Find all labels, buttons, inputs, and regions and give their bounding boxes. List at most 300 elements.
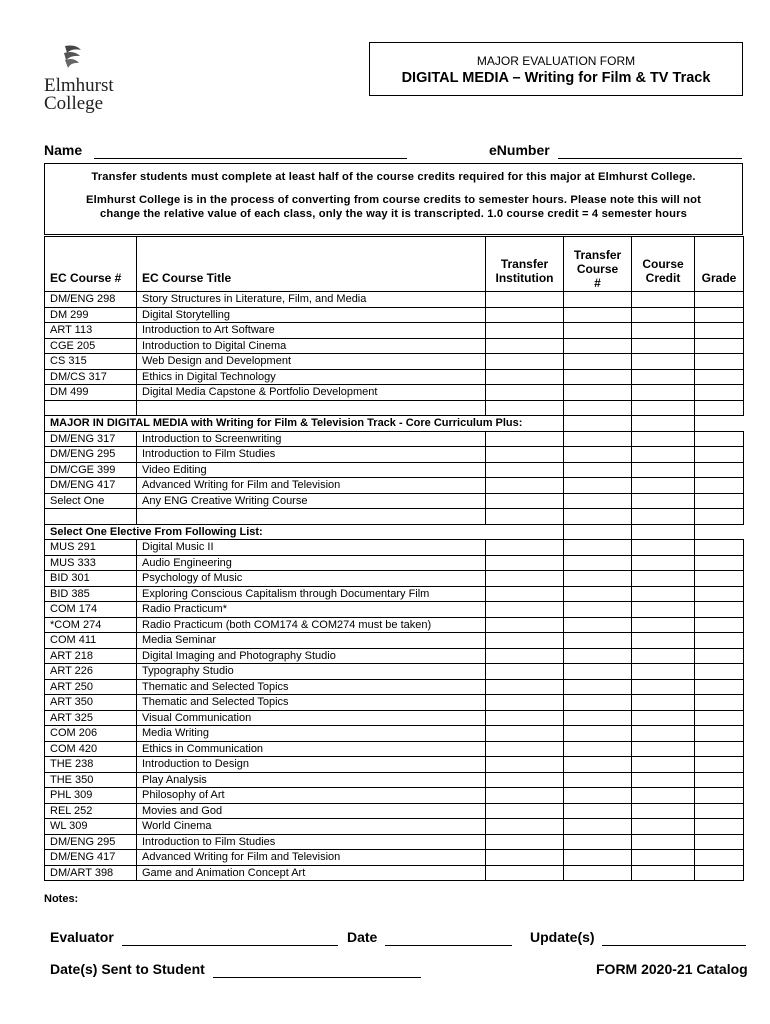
course-title: Story Structures in Literature, Film, and Media [137,292,486,308]
course-credit-cell[interactable] [632,865,695,881]
table-row [45,819,744,835]
course-credit-cell[interactable] [632,803,695,819]
table-row [45,602,744,618]
table-row [45,292,744,308]
course-title: Introduction to Digital Cinema [137,338,486,354]
course-credit-cell[interactable] [632,292,695,308]
grade-cell[interactable] [695,772,744,788]
course-credit-cell[interactable] [632,478,695,494]
transfer-course-cell[interactable] [564,850,632,866]
header-transfer-course-2: Course [576,262,619,276]
transfer-course-cell[interactable] [564,354,632,370]
transfer-notice [44,163,743,235]
course-title: Game and Animation Concept Art [137,865,486,881]
course-title: Introduction to Screenwriting [137,431,486,447]
date-field[interactable] [347,929,512,946]
transfer-course-cell[interactable] [564,524,632,540]
course-number: WL 309 [45,819,137,835]
transfer-institution-cell[interactable] [486,834,564,850]
table-row [45,664,744,680]
course-title: Philosophy of Art [137,788,486,804]
form-subtitle: MAJOR EVALUATION FORM [476,54,636,68]
transfer-course-cell[interactable] [564,493,632,509]
course-title: Play Analysis [137,772,486,788]
table-row [45,354,744,370]
grade-cell[interactable] [695,478,744,494]
course-title: Web Design and Development [137,354,486,370]
transfer-course-cell[interactable] [564,385,632,401]
transfer-institution-cell[interactable] [486,726,564,742]
grade-cell[interactable] [695,788,744,804]
header-transfer-course [564,237,632,292]
table-row [45,617,744,633]
course-credit-cell[interactable] [632,385,695,401]
course-credit-cell[interactable] [632,586,695,602]
course-title: Media Writing [137,726,486,742]
table-row [45,648,744,664]
course-title: Movies and God [137,803,486,819]
transfer-institution-cell[interactable] [486,648,564,664]
table-row [45,757,744,773]
header-course-title: EC Course Title [137,237,486,292]
transfer-institution-cell[interactable] [486,540,564,556]
course-credit-cell[interactable] [632,354,695,370]
transfer-institution-cell[interactable] [486,757,564,773]
sent-to-student-line[interactable] [213,961,421,978]
name-line[interactable] [94,142,407,159]
transfer-course-cell[interactable] [564,338,632,354]
transfer-institution-cell[interactable] [486,865,564,881]
grade-cell[interactable] [695,648,744,664]
transfer-course-cell[interactable] [564,757,632,773]
transfer-course-cell[interactable] [564,369,632,385]
table-row [45,695,744,711]
transfer-institution-cell[interactable] [486,679,564,695]
course-number: ART 226 [45,664,137,680]
course-title: Media Seminar [137,633,486,649]
course-number: COM 174 [45,602,137,618]
course-title: Introduction to Film Studies [137,447,486,463]
transfer-institution-cell[interactable] [486,710,564,726]
grade-cell[interactable] [695,803,744,819]
table-row [45,772,744,788]
grade-cell[interactable] [695,571,744,587]
course-credit-cell[interactable] [632,400,695,416]
grade-cell[interactable] [695,555,744,571]
table-row [45,478,744,494]
table-header-row [45,237,744,292]
college-emblem-icon [62,44,84,70]
track-section-heading-label: MAJOR IN DIGITAL MEDIA with Writing for Film & Television Track - Core Curriculum Plus: [45,416,486,432]
grade-cell[interactable] [695,431,744,447]
transfer-institution-cell[interactable] [486,462,564,478]
notice-line-1: Transfer students must complete at least half of the course credits required for this major at Elmhurst College. [91,171,696,183]
course-number: CS 315 [45,354,137,370]
transfer-course-cell[interactable] [564,633,632,649]
transfer-course-cell[interactable] [564,617,632,633]
table-row [45,555,744,571]
header-transfer-institution-1: Transfer [500,257,549,271]
transfer-institution-cell[interactable] [486,478,564,494]
course-credit-cell[interactable] [632,571,695,587]
table-row [45,493,744,509]
transfer-course-cell[interactable] [564,664,632,680]
transfer-course-cell[interactable] [564,540,632,556]
course-credit-cell[interactable] [632,788,695,804]
course-number: THE 350 [45,772,137,788]
transfer-course-cell[interactable] [564,586,632,602]
table-row [45,803,744,819]
grade-cell[interactable] [695,400,744,416]
transfer-course-cell[interactable] [564,555,632,571]
transfer-institution-cell[interactable] [486,292,564,308]
transfer-institution-cell[interactable] [486,617,564,633]
transfer-institution-cell[interactable] [486,509,564,525]
updates-line[interactable] [602,929,746,946]
table-row [45,586,744,602]
grade-cell[interactable] [695,710,744,726]
course-title: Radio Practicum (both COM174 & COM274 must be taken) [137,617,486,633]
transfer-course-cell[interactable] [564,741,632,757]
course-credit-cell[interactable] [632,323,695,339]
grade-cell[interactable] [695,447,744,463]
sent-to-student-label: Date(s) Sent to Student [50,961,205,977]
enumber-line[interactable] [558,142,742,159]
course-title: Thematic and Selected Topics [137,679,486,695]
course-number: MUS 291 [45,540,137,556]
grade-cell[interactable] [695,462,744,478]
course-title: Introduction to Design [137,757,486,773]
course-credit-cell[interactable] [632,524,695,540]
course-title: Typography Studio [137,664,486,680]
course-credit-cell[interactable] [632,710,695,726]
grade-cell[interactable] [695,819,744,835]
course-title: Ethics in Communication [137,741,486,757]
course-credit-cell[interactable] [632,850,695,866]
header-course-credit [632,237,695,292]
course-title: Introduction to Art Software [137,323,486,339]
grade-cell[interactable] [695,540,744,556]
transfer-course-cell[interactable] [564,478,632,494]
grade-cell[interactable] [695,757,744,773]
transfer-course-cell[interactable] [564,323,632,339]
course-number: PHL 309 [45,788,137,804]
course-credit-cell[interactable] [632,617,695,633]
course-number: DM/CGE 399 [45,462,137,478]
form-title-box [369,42,743,96]
course-title: Audio Engineering [137,555,486,571]
blank-row [45,509,744,525]
table-row [45,710,744,726]
course-number: DM/ART 398 [45,865,137,881]
course-credit-cell[interactable] [632,540,695,556]
transfer-institution-cell[interactable] [486,571,564,587]
course-title: Ethics in Digital Technology [137,369,486,385]
course-number: THE 238 [45,757,137,773]
course-title: Digital Music II [137,540,486,556]
transfer-course-cell[interactable] [564,447,632,463]
sent-to-student-field[interactable] [50,961,421,978]
grade-cell[interactable] [695,416,744,432]
course-number: BID 301 [45,571,137,587]
course-credit-cell[interactable] [632,772,695,788]
transfer-institution-cell[interactable] [486,664,564,680]
name-label: Name [44,142,83,158]
course-credit-cell[interactable] [632,602,695,618]
grade-cell[interactable] [695,679,744,695]
transfer-institution-cell[interactable] [486,695,564,711]
grade-cell[interactable] [695,323,744,339]
notes-label: Notes: [44,893,79,905]
enumber-label: eNumber [489,142,550,158]
grade-cell[interactable] [695,292,744,308]
course-number: DM/ENG 417 [45,850,137,866]
course-number: ART 113 [45,323,137,339]
grade-cell[interactable] [695,338,744,354]
table-row [45,834,744,850]
grade-cell[interactable] [695,664,744,680]
transfer-institution-cell[interactable] [486,772,564,788]
table-row [45,633,744,649]
transfer-institution-cell[interactable] [486,493,564,509]
table-row [45,741,744,757]
table-row [45,571,744,587]
course-credit-cell[interactable] [632,648,695,664]
course-credit-cell[interactable] [632,462,695,478]
course-credit-cell[interactable] [632,741,695,757]
logo-line-1: Elmhurst [44,75,114,96]
table-row [45,307,744,323]
transfer-course-cell[interactable] [564,571,632,587]
course-title: World Cinema [137,819,486,835]
grade-cell[interactable] [695,509,744,525]
table-row [45,788,744,804]
header-transfer-course-1: Transfer [573,248,622,262]
course-title: Any ENG Creative Writing Course [137,493,486,509]
enumber-field[interactable] [489,142,742,159]
table-row [45,865,744,881]
grade-cell[interactable] [695,385,744,401]
course-number: DM/CS 317 [45,369,137,385]
grade-cell[interactable] [695,354,744,370]
elective-section-heading-label: Select One Elective From Following List: [45,524,486,540]
notice-line-2 [45,193,742,221]
course-number: DM/ENG 317 [45,431,137,447]
college-logo [44,44,144,113]
transfer-course-cell[interactable] [564,307,632,323]
grade-cell[interactable] [695,695,744,711]
transfer-institution-cell[interactable] [486,323,564,339]
grade-cell[interactable] [695,633,744,649]
transfer-course-cell[interactable] [564,710,632,726]
header-course-number: EC Course # [45,237,137,292]
table-row [45,679,744,695]
course-number: DM/ENG 295 [45,834,137,850]
course-number: REL 252 [45,803,137,819]
course-number: ART 250 [45,679,137,695]
transfer-course-cell[interactable] [564,819,632,835]
course-number: MUS 333 [45,555,137,571]
course-credit-cell[interactable] [632,493,695,509]
course-number: DM/ENG 295 [45,447,137,463]
table-row [45,323,744,339]
transfer-course-cell[interactable] [564,865,632,881]
grade-cell[interactable] [695,524,744,540]
course-credit-cell[interactable] [632,726,695,742]
course-number: ART 325 [45,710,137,726]
course-credit-cell[interactable] [632,664,695,680]
transfer-institution-cell[interactable] [486,369,564,385]
course-title: Exploring Conscious Capitalism through Documentary Film [137,586,486,602]
header-transfer-course-3: # [594,276,601,290]
date-label: Date [347,929,378,945]
transfer-course-cell[interactable] [564,602,632,618]
transfer-course-cell[interactable] [564,431,632,447]
grade-cell[interactable] [695,834,744,850]
course-title: Digital Media Capstone & Portfolio Development [137,385,486,401]
course-credit-cell[interactable] [632,695,695,711]
course-credit-cell[interactable] [632,757,695,773]
course-number: ART 350 [45,695,137,711]
course-number: DM/ENG 417 [45,478,137,494]
transfer-institution-cell[interactable] [486,788,564,804]
grade-cell[interactable] [695,307,744,323]
course-title: Radio Practicum* [137,602,486,618]
transfer-institution-cell[interactable] [486,307,564,323]
course-credit-cell[interactable] [632,369,695,385]
course-number: DM/ENG 298 [45,292,137,308]
course-number: COM 420 [45,741,137,757]
course-title: Digital Imaging and Photography Studio [137,648,486,664]
course-credit-cell[interactable] [632,633,695,649]
transfer-institution-cell[interactable] [486,431,564,447]
grade-cell[interactable] [695,369,744,385]
transfer-institution-cell[interactable] [486,447,564,463]
transfer-course-cell[interactable] [564,462,632,478]
course-title: Visual Communication [137,710,486,726]
blank-cell [45,400,137,416]
transfer-institution-cell[interactable] [486,555,564,571]
transfer-institution-cell[interactable] [486,338,564,354]
grade-cell[interactable] [695,726,744,742]
updates-label: Update(s) [530,929,595,945]
course-title: Advanced Writing for Film and Television [137,850,486,866]
transfer-institution-cell[interactable] [486,354,564,370]
blank-cell [137,509,486,525]
course-table [44,236,744,881]
course-credit-cell[interactable] [632,307,695,323]
notice-line-2-text: Elmhurst College is in the process of converting from course credits to semester hours. Please note this will not [86,194,701,206]
blank-cell [45,509,137,525]
course-number: COM 411 [45,633,137,649]
course-number: COM 206 [45,726,137,742]
course-title: Thematic and Selected Topics [137,695,486,711]
grade-cell[interactable] [695,617,744,633]
course-credit-cell[interactable] [632,447,695,463]
grade-cell[interactable] [695,493,744,509]
transfer-institution-cell[interactable] [486,602,564,618]
transfer-course-cell[interactable] [564,648,632,664]
course-credit-cell[interactable] [632,834,695,850]
transfer-course-cell[interactable] [564,772,632,788]
course-title: Video Editing [137,462,486,478]
transfer-institution-cell[interactable] [486,586,564,602]
name-field[interactable] [44,142,407,159]
transfer-course-cell[interactable] [564,726,632,742]
header-course-credit-2: Credit [645,271,681,285]
transfer-institution-cell[interactable] [486,819,564,835]
transfer-course-cell[interactable] [564,788,632,804]
course-credit-cell[interactable] [632,679,695,695]
grade-cell[interactable] [695,850,744,866]
grade-cell[interactable] [695,741,744,757]
form-title: DIGITAL MEDIA – Writing for Film & TV Track [401,70,711,86]
transfer-course-cell[interactable] [564,695,632,711]
transfer-course-cell[interactable] [564,400,632,416]
course-number: *COM 274 [45,617,137,633]
blank-cell [137,400,486,416]
transfer-institution-cell[interactable] [486,803,564,819]
date-line[interactable] [385,929,512,946]
course-credit-cell[interactable] [632,509,695,525]
updates-field[interactable] [530,929,746,946]
transfer-institution-cell[interactable] [486,524,564,540]
logo-line-2: College [44,93,104,114]
transfer-course-cell[interactable] [564,834,632,850]
transfer-course-cell[interactable] [564,292,632,308]
course-credit-cell[interactable] [632,555,695,571]
grade-cell[interactable] [695,865,744,881]
evaluator-line[interactable] [122,929,338,946]
transfer-course-cell[interactable] [564,509,632,525]
course-title: Introduction to Film Studies [137,834,486,850]
table-row [45,540,744,556]
table-row [45,462,744,478]
evaluator-label: Evaluator [50,929,114,945]
table-row [45,447,744,463]
course-number: ART 218 [45,648,137,664]
course-number: DM 499 [45,385,137,401]
header-transfer-institution [486,237,564,292]
transfer-course-cell[interactable] [564,679,632,695]
transfer-institution-cell[interactable] [486,385,564,401]
course-credit-cell[interactable] [632,819,695,835]
course-credit-cell[interactable] [632,338,695,354]
course-title: Advanced Writing for Film and Television [137,478,486,494]
transfer-institution-cell[interactable] [486,850,564,866]
grade-cell[interactable] [695,602,744,618]
transfer-course-cell[interactable] [564,803,632,819]
course-credit-cell[interactable] [632,416,695,432]
transfer-institution-cell[interactable] [486,741,564,757]
notice-line-3-text: change the relative value of each class, only the way it is transcripted. 1.0 course credit = 4 semester hours [100,208,687,220]
transfer-institution-cell[interactable] [486,633,564,649]
header-transfer-institution-2: Institution [495,271,554,285]
table-row [45,385,744,401]
transfer-course-cell[interactable] [564,416,632,432]
blank-row [45,400,744,416]
course-number: CGE 205 [45,338,137,354]
course-title: Psychology of Music [137,571,486,587]
grade-cell[interactable] [695,586,744,602]
evaluator-field[interactable] [50,929,338,946]
course-number: DM 299 [45,307,137,323]
course-number: BID 385 [45,586,137,602]
transfer-institution-cell[interactable] [486,400,564,416]
course-credit-cell[interactable] [632,431,695,447]
form-catalog-label: FORM 2020-21 Catalog [596,961,748,977]
header-course-credit-1: Course [642,257,684,271]
